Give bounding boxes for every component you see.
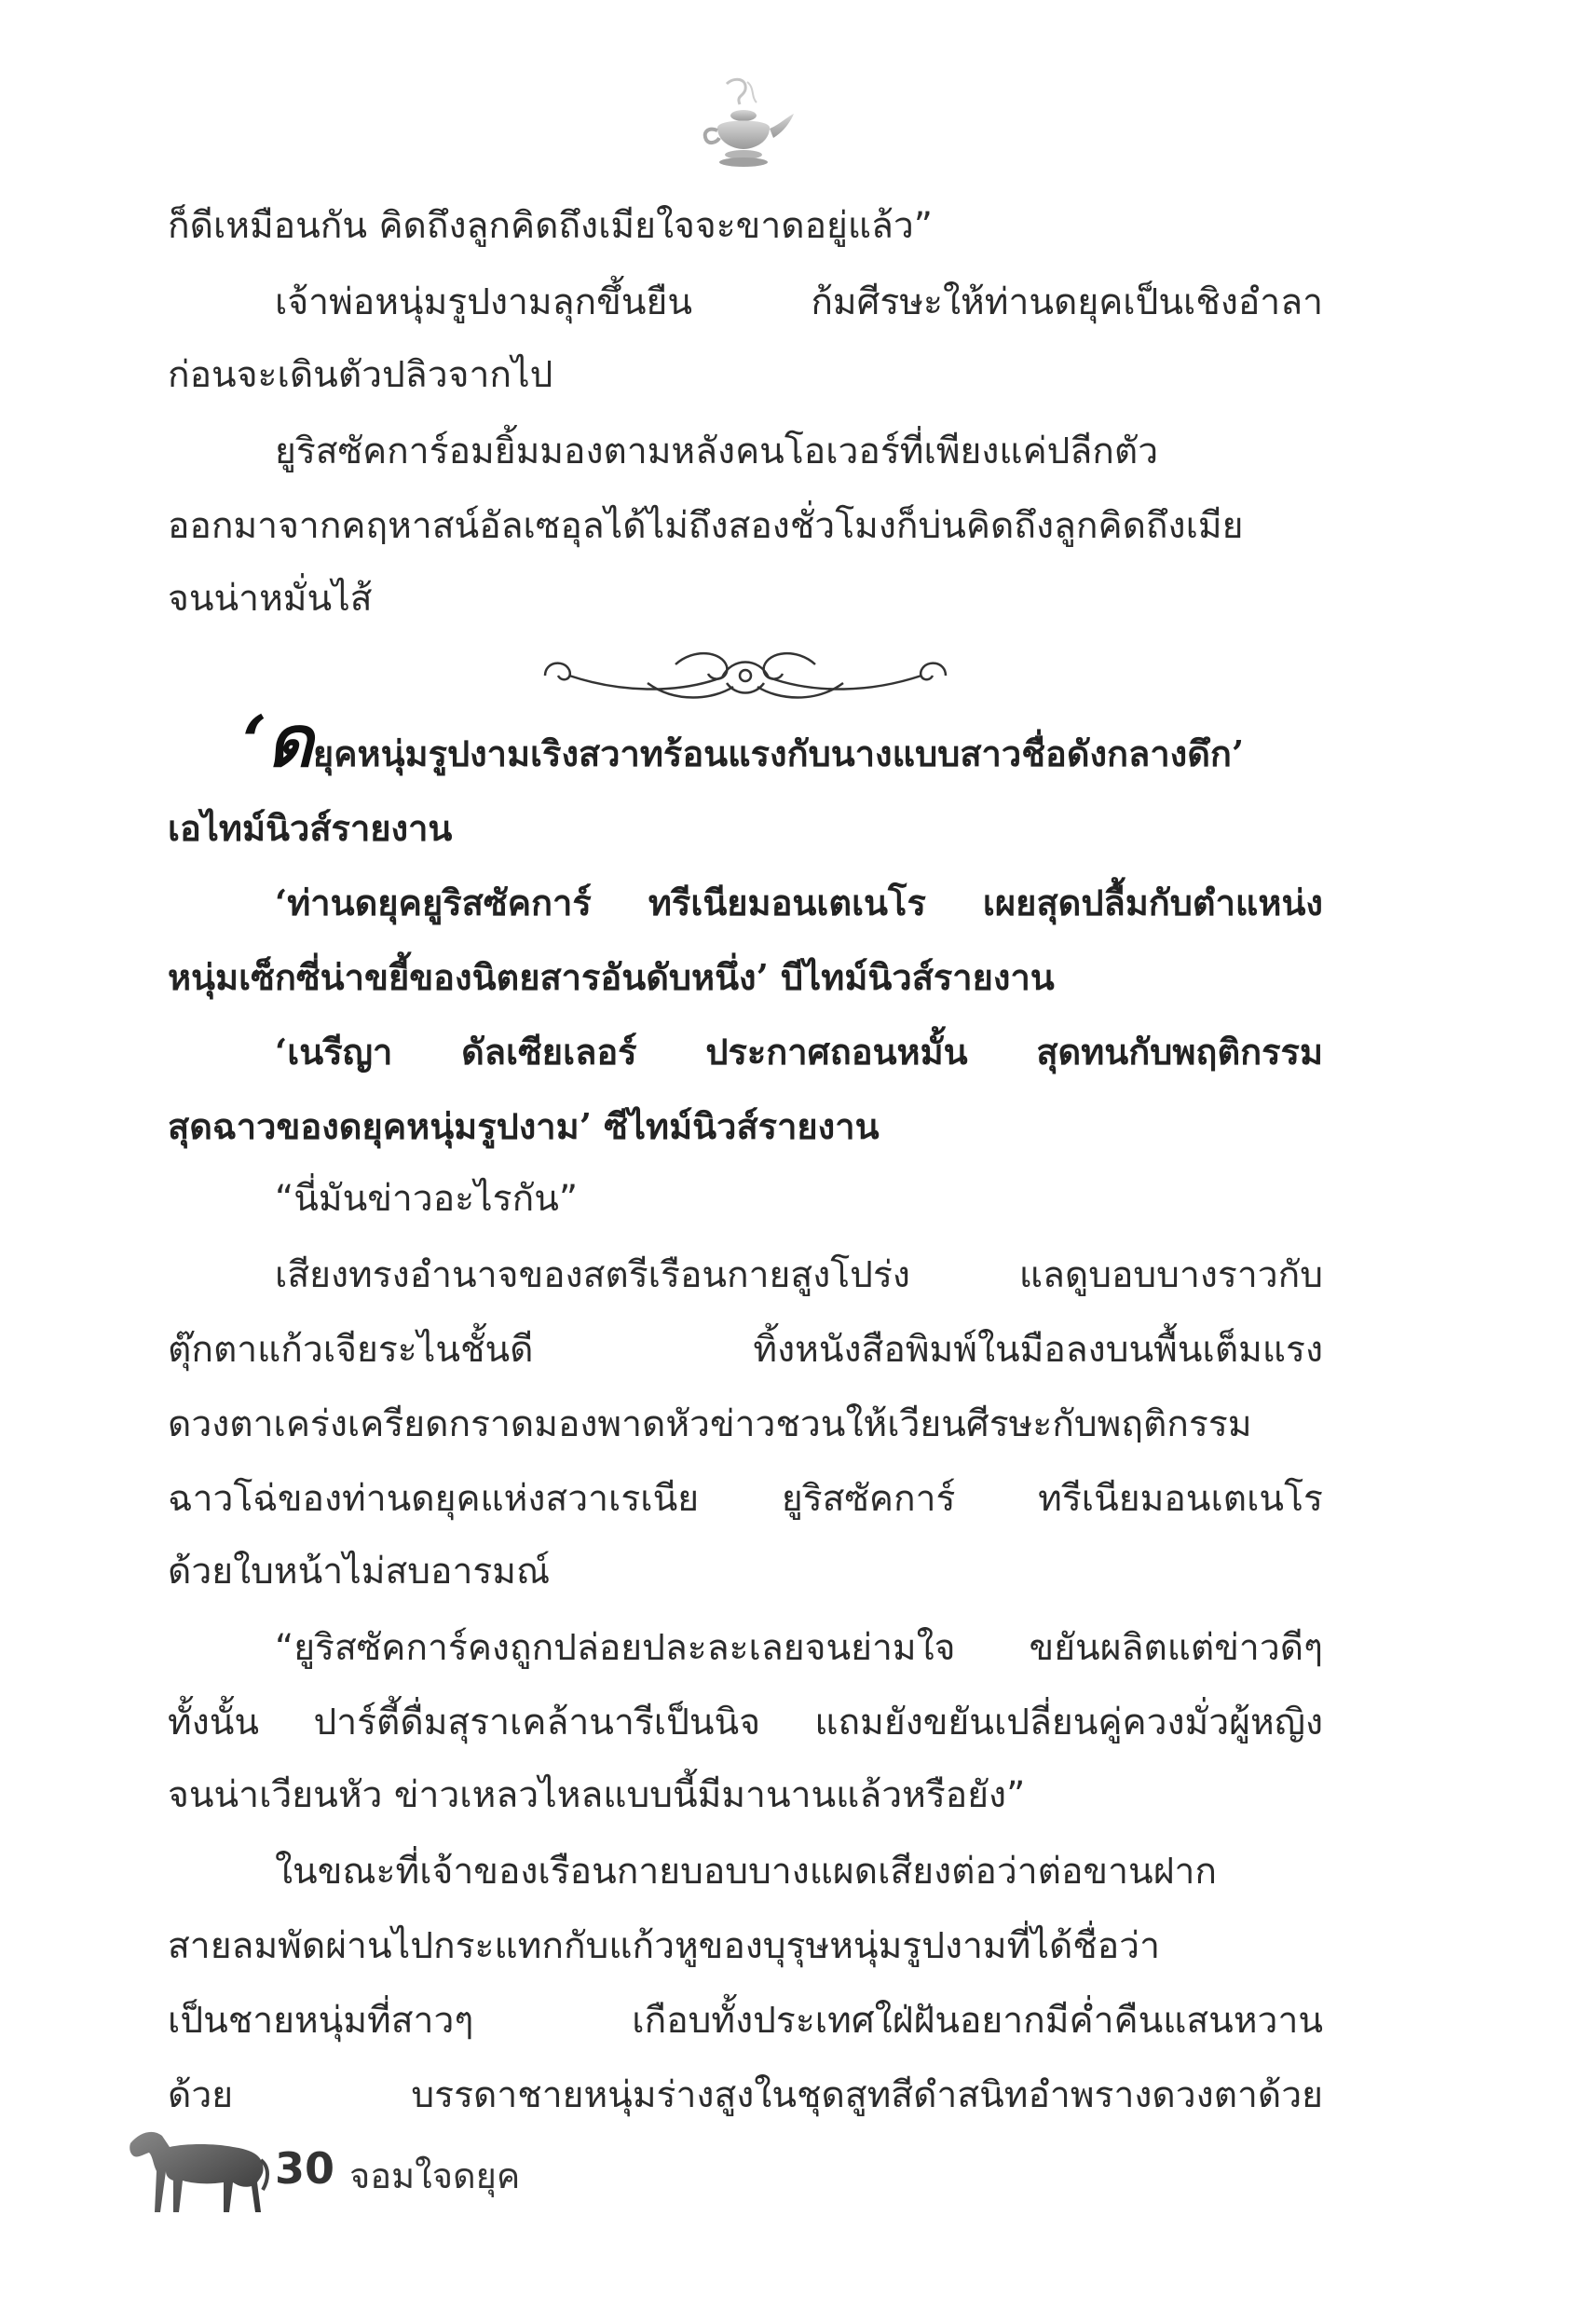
- page-footer: [121, 2115, 680, 2227]
- headline-text: ยุคหนุ่มรูปงามเริงสวาทร้อนแรงกับนางแบบสาวชื่อดังกลางดึก’: [312, 732, 1245, 774]
- text-line: สายลมพัดผ่านไปกระแทกกับแก้วหูของบุรุษหนุ่มรูปงามที่ได้ชื่อว่า: [168, 1925, 1160, 1967]
- headline-line: ‘เนรีญา ดัลเซียเลอร์ ประกาศถอนหมั้น สุดทนกับพฤติกรรม: [275, 1031, 1323, 1073]
- text-line: ออกมาจากคฤหาสน์อัลเซอุลได้ไม่ถึงสองชั่วโมงก็บ่นคิดถึงลูกคิดถึงเมีย: [168, 505, 1244, 547]
- text-line: เสียงทรงอำนาจของสตรีเรือนกายสูงโปร่ง แลดูบอบบางราวกับ: [275, 1254, 1323, 1296]
- text-line: ด้วยใบหน้าไม่สบอารมณ์: [168, 1551, 551, 1593]
- headline-line: [242, 700, 1323, 788]
- headline-line: เอไทม์นิวส์รายงาน: [168, 807, 453, 849]
- text-line: ในขณะที่เจ้าของเรือนกายบอบบางแผดเสียงต่อว่าต่อขานฝาก: [275, 1851, 1217, 1893]
- text-line: ทั้งนั้น ปาร์ตี้ดื่มสุราเคล้านารีเป็นนิจ แถมยังขยันเปลี่ยนคู่ควงมั่วผู้หญิง: [168, 1702, 1323, 1744]
- text-line: ดวงตาเคร่งเครียดกราดมองพาดหัวข่าวชวนให้เวียนศีรษะกับพฤติกรรม: [168, 1403, 1252, 1445]
- text-line: ยูริสซัคการ์อมยิ้มมองตามหลังคนโอเวอร์ที่เพียงแค่ปลีกตัว: [275, 431, 1159, 472]
- text-line: จนน่าเวียนหัว ข่าวเหลวไหลแบบนี้มีมานานแล้วหรือยัง”: [168, 1774, 1026, 1816]
- text-line: เจ้าพ่อหนุ่มรูปงามลุกขึ้นยืน ก้มศีรษะให้ท่านดยุคเป็นเชิงอำลา: [275, 281, 1323, 323]
- text-line: ฉาวโฉ่ของท่านดยุคแห่งสวาเรเนีย ยูริสซัคการ์ ทรีเนียมอนเตเนโร: [168, 1478, 1323, 1520]
- text-line: เป็นชายหนุ่มที่สาวๆ เกือบทั้งประเทศใฝ่ฝันอยากมีค่ำคืนแสนหวาน: [168, 2000, 1323, 2042]
- text-line: ก่อนจะเดินตัวปลิวจากไป: [168, 354, 553, 396]
- headline-line: สุดฉาวของดยุคหนุ่มรูปงาม’ ซีไทม์นิวส์รายงาน: [168, 1105, 880, 1147]
- text-line: “นี่มันข่าวอะไรกัน”: [275, 1178, 579, 1220]
- scroll-ornament-divider: [536, 638, 955, 713]
- text-line: จนน่าหมั่นไส้: [168, 578, 373, 620]
- headline-line: ‘ท่านดยุคยูริสซัคการ์ ทรีเนียมอนเตเนโร เผยสุดปลื้มกับตำแหน่ง: [275, 882, 1323, 923]
- text-line: “ยูริสซัคการ์คงถูกปล่อยปละละเลยจนย่ามใจ ขยันผลิตแต่ข่าวดีๆ: [275, 1627, 1323, 1669]
- drop-cap: ‘ด: [242, 700, 313, 783]
- text-line: ตุ๊กตาแก้วเจียระไนชั้นดี ทิ้งหนังสือพิมพ์ในมือลงบนพื้นเต็มแรง: [168, 1329, 1323, 1371]
- headline-line: หนุ่มเซ็กซี่น่าขยี้ของนิตยสารอันดับหนึ่ง’ บีไทม์นิวส์รายงาน: [168, 956, 1055, 998]
- text-line: ด้วย บรรดาชายหนุ่มร่างสูงในชุดสูทสีดำสนิทอำพรางดวงตาด้วย: [168, 2074, 1323, 2116]
- book-title: จอมใจดยุค: [349, 2155, 521, 2196]
- horse-icon: [121, 2115, 270, 2218]
- page-number: 30: [275, 2143, 335, 2194]
- text-line: ก็ดีเหมือนกัน คิดถึงลูกคิดถึงเมียใจจะขาดอยู่แล้ว”: [168, 205, 933, 247]
